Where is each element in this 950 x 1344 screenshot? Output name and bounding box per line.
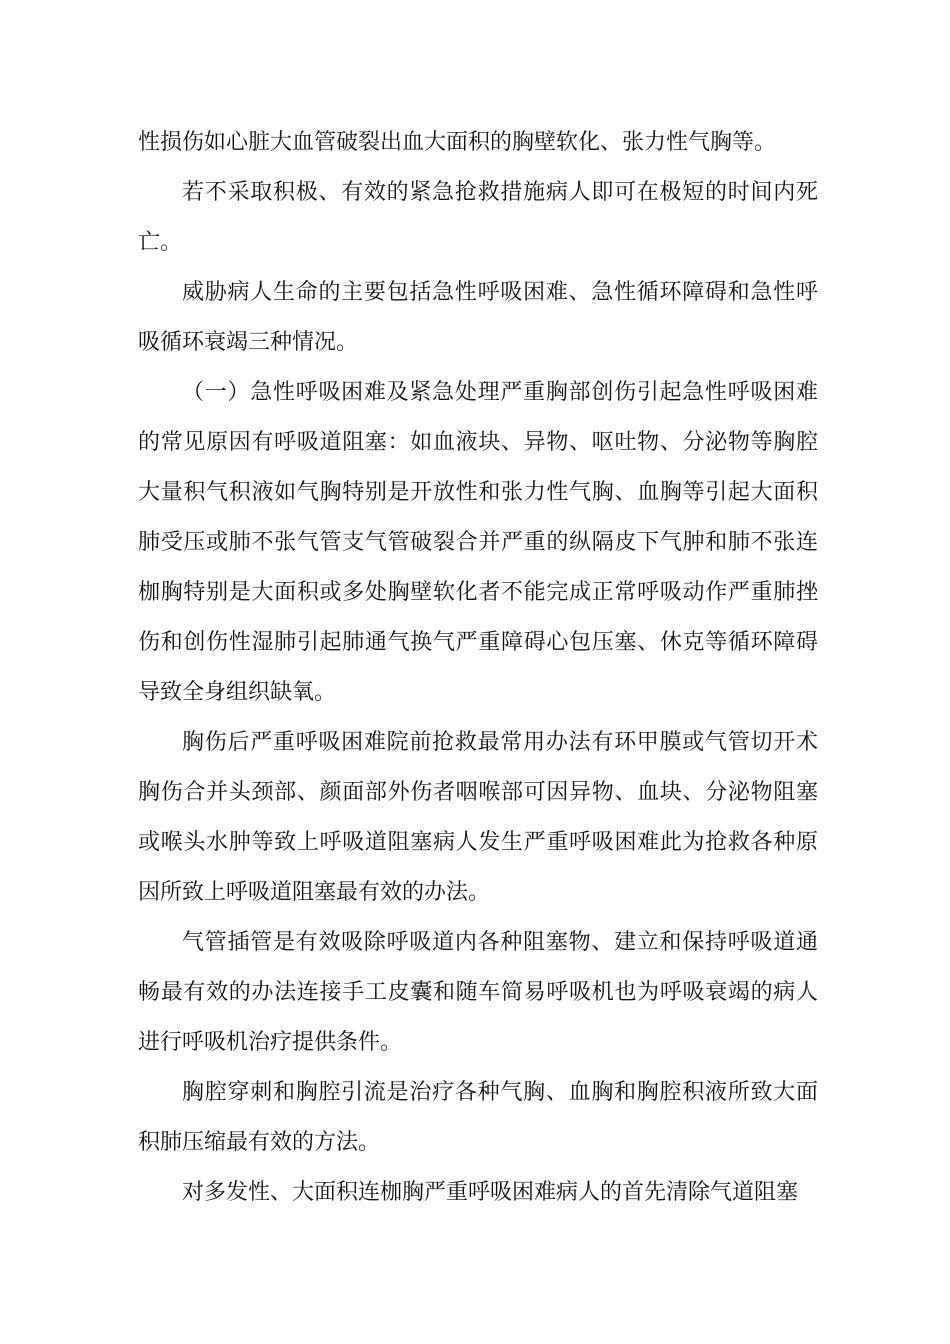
paragraph-3: 威胁病人生命的主要包括急性呼吸困难、急性循环障碍和急性呼吸循环衰竭三种情况。: [138, 280, 818, 355]
document-body: [138, 118, 818, 1218]
paragraph-4: （一）急性呼吸困难及紧急处理严重胸部创伤引起急性呼吸困难的常见原因有呼吸道阻塞：如血液块、异物、呕吐物、分泌物等胸腔大量积气积液如气胸特别是开放性和张力性气胸、血胸等引起大面积肺受压或肺不张气管支气管破裂合并严重的纵隔皮下气肿和肺不张连枷胸特别是大面积或多处胸壁软化者不能完成正常呼吸动作严重肺挫伤和创伤性湿肺引起肺通气换气严重障碍心包压塞、休克等循环障碍导致全身组织缺氧。: [138, 380, 818, 705]
paragraph-6: 气管插管是有效吸除呼吸道内各种阻塞物、建立和保持呼吸道通畅最有效的办法连接手工皮囊和随车简易呼吸机也为呼吸衰竭的病人进行呼吸机治疗提供条件。: [138, 930, 818, 1055]
paragraph-2: 若不采取积极、有效的紧急抢救措施病人即可在极短的时间内死亡。: [138, 180, 818, 255]
paragraph-5: 胸伤后严重呼吸困难院前抢救最常用办法有环甲膜或气管切开术胸伤合并头颈部、颜面部外伤者咽喉部可因异物、血块、分泌物阻塞或喉头水肿等致上呼吸道阻塞病人发生严重呼吸困难此为抢救各种原因所致上呼吸道阻塞最有效的办法。: [138, 730, 818, 905]
paragraph-8: 对多发性、大面积连枷胸严重呼吸困难病人的首先清除气道阻塞: [182, 1180, 799, 1205]
paragraph-7: 胸腔穿刺和胸腔引流是治疗各种气胸、血胸和胸腔积液所致大面积肺压缩最有效的方法。: [138, 1080, 818, 1155]
paragraph-1: 性损伤如心脏大血管破裂出血大面积的胸壁软化、张力性气胸等。: [138, 130, 777, 155]
